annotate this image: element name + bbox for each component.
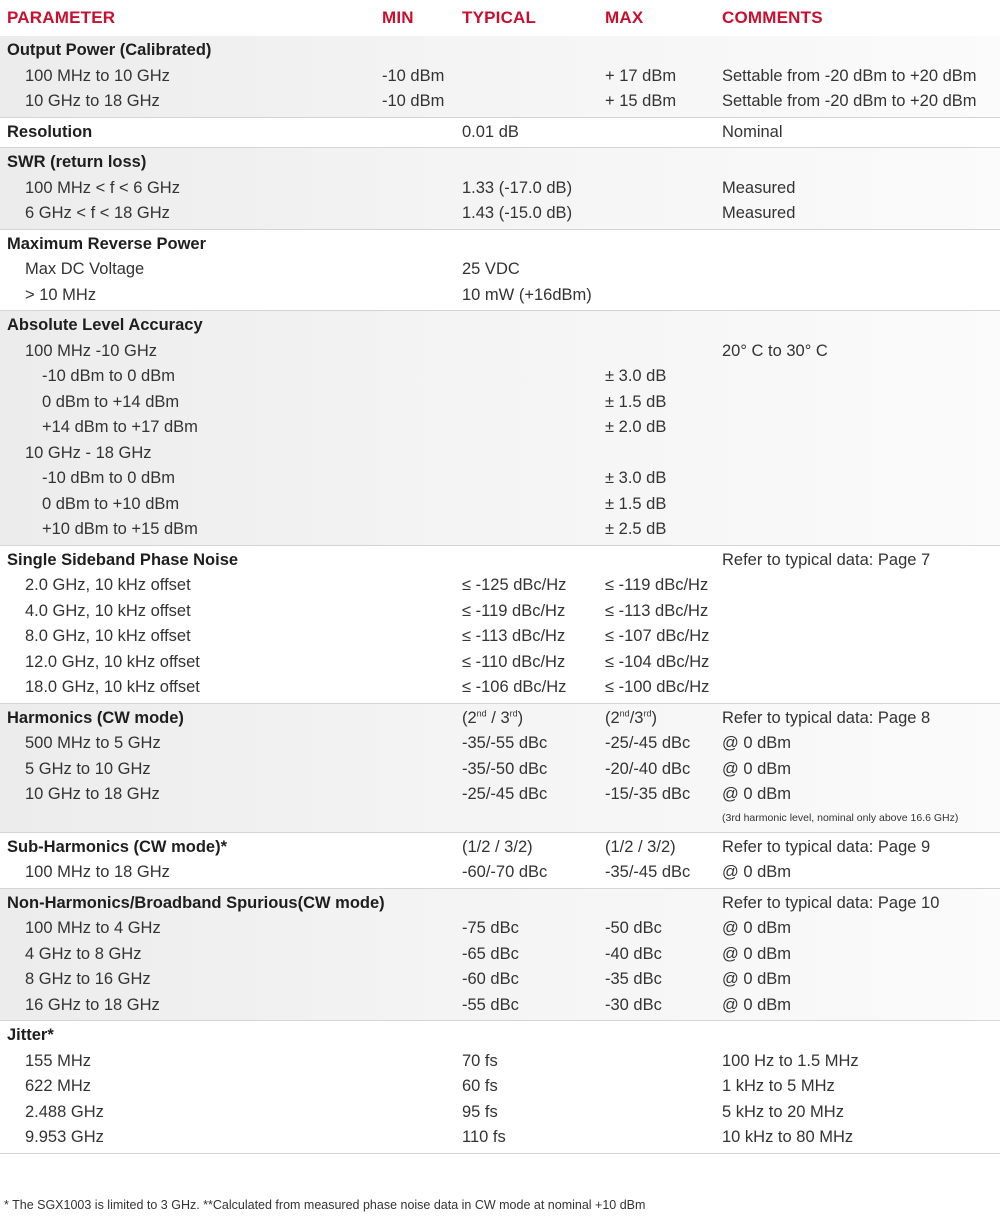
typical-cell: 25 VDC bbox=[462, 260, 520, 278]
table-header bbox=[0, 0, 1000, 38]
table-row bbox=[0, 942, 1000, 968]
comment-cell: Refer to typical data: Page 10 bbox=[722, 893, 940, 912]
harmonic-order-text: rd bbox=[509, 708, 518, 718]
table-row bbox=[0, 517, 1000, 543]
param-cell: +10 dBm to +15 dBm bbox=[42, 520, 198, 538]
param-cell: +14 dBm to +17 dBm bbox=[42, 418, 198, 436]
section-title-row bbox=[0, 120, 1000, 146]
comment-cell: Nominal bbox=[722, 122, 783, 141]
param-cell: Single Sideband Phase Noise bbox=[7, 550, 239, 569]
typical-cell: ≤ -119 dBc/Hz bbox=[462, 601, 566, 620]
max-cell: ≤ -104 dBc/Hz bbox=[605, 652, 710, 671]
header-parameter: PARAMETER bbox=[7, 8, 116, 27]
max-cell: ± 1.5 dB bbox=[605, 392, 667, 411]
param-cell: 9.953 GHz bbox=[25, 1128, 104, 1146]
harmonic-order-text: (2 bbox=[462, 708, 477, 727]
header-typical: TYPICAL bbox=[462, 8, 537, 27]
harmonic-order-text: ) bbox=[517, 708, 524, 727]
param-cell: 4.0 GHz, 10 kHz offset bbox=[25, 601, 191, 620]
param-cell: 10 GHz to 18 GHz bbox=[25, 92, 160, 110]
section-title-row bbox=[0, 835, 1000, 861]
table-row bbox=[0, 1125, 1000, 1151]
typical-cell: 110 fs bbox=[462, 1128, 506, 1146]
param-cell: 8 GHz to 16 GHz bbox=[25, 970, 151, 988]
param-cell: 5 GHz to 10 GHz bbox=[25, 759, 151, 778]
comment-cell: Settable from -20 dBm to +20 dBm bbox=[722, 92, 977, 110]
harmonic-order-text: nd bbox=[619, 708, 630, 718]
comment-cell: Settable from -20 dBm to +20 dBm bbox=[722, 66, 977, 85]
spec-table bbox=[0, 36, 1000, 1154]
table-row bbox=[0, 860, 1000, 886]
table-row bbox=[0, 675, 1000, 701]
header-max: MAX bbox=[605, 8, 644, 27]
typical-cell: ≤ -106 dBc/Hz bbox=[462, 678, 567, 696]
param-cell: 8.0 GHz, 10 kHz offset bbox=[25, 627, 191, 645]
table-row bbox=[0, 364, 1000, 390]
comment-cell: @ 0 dBm bbox=[722, 759, 792, 778]
comment-cell: @ 0 dBm bbox=[722, 995, 792, 1014]
max-cell: -25/-45 dBc bbox=[605, 734, 691, 752]
table-row bbox=[0, 573, 1000, 599]
max-cell: ± 1.5 dB bbox=[605, 494, 667, 513]
typical-cell: 10 mW (+16dBm) bbox=[462, 285, 592, 304]
param-cell: 16 GHz to 18 GHz bbox=[25, 995, 160, 1014]
comment-cell: @ 0 dBm bbox=[722, 944, 792, 963]
max-cell: -35/-45 dBc bbox=[605, 863, 691, 881]
typical-cell: ≤ -110 dBc/Hz bbox=[462, 652, 566, 671]
table-row bbox=[0, 993, 1000, 1019]
param-cell: 2.488 GHz bbox=[25, 1102, 104, 1121]
param-cell: > 10 MHz bbox=[25, 285, 97, 304]
max-cell: -50 dBc bbox=[605, 919, 662, 937]
param-cell: 500 MHz to 5 GHz bbox=[25, 734, 161, 752]
table-row bbox=[0, 782, 1000, 808]
typical-cell: 70 fs bbox=[462, 1051, 498, 1070]
param-cell: 2.0 GHz, 10 kHz offset bbox=[25, 576, 191, 594]
spec-section bbox=[0, 148, 1000, 230]
table-row bbox=[0, 650, 1000, 676]
table-row bbox=[0, 1100, 1000, 1126]
table-row bbox=[0, 201, 1000, 227]
typical-cell bbox=[462, 706, 523, 732]
comment-cell: @ 0 dBm bbox=[722, 970, 792, 988]
typical-cell: -25/-45 dBc bbox=[462, 785, 548, 803]
table-row bbox=[0, 599, 1000, 625]
typical-cell: -35/-55 dBc bbox=[462, 734, 548, 752]
typical-cell: -35/-50 dBc bbox=[462, 759, 548, 778]
table-row bbox=[0, 176, 1000, 202]
table-row bbox=[0, 1049, 1000, 1075]
comment-cell: @ 0 dBm bbox=[722, 785, 792, 803]
param-cell: Maximum Reverse Power bbox=[7, 234, 207, 253]
table-row bbox=[0, 89, 1000, 115]
max-cell: -20/-40 dBc bbox=[605, 759, 691, 778]
max-cell: -30 dBc bbox=[605, 995, 662, 1014]
max-cell: -15/-35 dBc bbox=[605, 785, 691, 803]
table-row bbox=[0, 1074, 1000, 1100]
param-cell: Max DC Voltage bbox=[25, 260, 145, 278]
comment-cell: Refer to typical data: Page 9 bbox=[722, 837, 931, 856]
spec-section bbox=[0, 889, 1000, 1022]
typical-cell: (1/2 / 3/2) bbox=[462, 837, 533, 856]
max-cell: ≤ -113 dBc/Hz bbox=[605, 601, 709, 620]
table-row bbox=[0, 492, 1000, 518]
param-cell: 100 MHz -10 GHz bbox=[25, 341, 158, 360]
param-cell: 18.0 GHz, 10 kHz offset bbox=[25, 678, 200, 696]
harmonic-order-text: nd bbox=[476, 708, 487, 718]
param-cell: Resolution bbox=[7, 122, 93, 141]
comment-cell: 10 kHz to 80 MHz bbox=[722, 1128, 854, 1146]
table-row bbox=[0, 283, 1000, 309]
section-title-row bbox=[0, 232, 1000, 258]
typical-cell: -55 dBc bbox=[462, 995, 519, 1014]
table-row bbox=[0, 808, 1000, 830]
comment-cell: Measured bbox=[722, 178, 796, 197]
max-cell: + 15 dBm bbox=[605, 92, 677, 110]
spec-section bbox=[0, 118, 1000, 149]
harmonic-order-text: rd bbox=[643, 708, 652, 718]
comment-cell: 20° C to 30° C bbox=[722, 341, 828, 360]
min-cell: -10 dBm bbox=[382, 92, 445, 110]
param-cell: Output Power (Calibrated) bbox=[7, 41, 212, 59]
max-cell: ≤ -119 dBc/Hz bbox=[605, 576, 709, 594]
max-cell: ± 3.0 dB bbox=[605, 469, 667, 487]
typical-cell: -75 dBc bbox=[462, 919, 519, 937]
param-cell: SWR (return loss) bbox=[7, 153, 147, 171]
comment-cell: 1 kHz to 5 MHz bbox=[722, 1077, 835, 1095]
section-title-row bbox=[0, 706, 1000, 732]
typical-cell: ≤ -125 dBc/Hz bbox=[462, 576, 567, 594]
param-cell: 0 dBm to +10 dBm bbox=[42, 494, 180, 513]
section-title-row bbox=[0, 38, 1000, 64]
max-cell: (1/2 / 3/2) bbox=[605, 837, 676, 856]
typical-cell: 1.33 (-17.0 dB) bbox=[462, 178, 573, 197]
max-cell: -40 dBc bbox=[605, 944, 662, 963]
param-cell: 100 MHz to 18 GHz bbox=[25, 863, 170, 881]
header-min: MIN bbox=[382, 8, 414, 27]
table-row bbox=[0, 415, 1000, 441]
harmonic-order-text: /3 bbox=[629, 708, 644, 727]
param-cell: Jitter* bbox=[7, 1026, 54, 1044]
max-cell: + 17 dBm bbox=[605, 66, 677, 85]
param-cell: Absolute Level Accuracy bbox=[7, 316, 203, 334]
param-cell: Non-Harmonics/Broadband Spurious(CW mode) bbox=[7, 893, 385, 912]
table-row bbox=[0, 757, 1000, 783]
spec-section bbox=[0, 546, 1000, 704]
max-cell: -35 dBc bbox=[605, 970, 662, 988]
table-row bbox=[0, 466, 1000, 492]
spec-section bbox=[0, 833, 1000, 889]
comment-cell: Measured bbox=[722, 204, 796, 222]
param-cell: 6 GHz < f < 18 GHz bbox=[25, 204, 170, 222]
section-title-row bbox=[0, 313, 1000, 339]
section-title-row bbox=[0, 150, 1000, 176]
section-title-row bbox=[0, 1023, 1000, 1049]
table-row bbox=[0, 390, 1000, 416]
spec-section bbox=[0, 311, 1000, 546]
spec-section bbox=[0, 36, 1000, 118]
param-cell: 0 dBm to +14 dBm bbox=[42, 392, 180, 411]
comment-cell: @ 0 dBm bbox=[722, 919, 792, 937]
comment-cell: @ 0 dBm bbox=[722, 734, 792, 752]
table-row bbox=[0, 967, 1000, 993]
typical-cell: 1.43 (-15.0 dB) bbox=[462, 204, 573, 222]
param-cell: 4 GHz to 8 GHz bbox=[25, 944, 142, 963]
comment-cell: 5 kHz to 20 MHz bbox=[722, 1102, 844, 1121]
param-cell: 622 MHz bbox=[25, 1077, 92, 1095]
typical-cell: 0.01 dB bbox=[462, 122, 519, 141]
table-row bbox=[0, 64, 1000, 90]
max-cell: ± 2.0 dB bbox=[605, 418, 667, 436]
harmonic-order-text: (2 bbox=[605, 708, 620, 727]
max-cell bbox=[605, 706, 657, 732]
param-cell: 100 MHz < f < 6 GHz bbox=[25, 178, 180, 197]
param-cell: 100 MHz to 4 GHz bbox=[25, 919, 161, 937]
comment-cell: @ 0 dBm bbox=[722, 863, 792, 881]
spec-section bbox=[0, 1021, 1000, 1154]
table-row bbox=[0, 441, 1000, 467]
min-cell: -10 dBm bbox=[382, 66, 445, 85]
spec-section bbox=[0, 704, 1000, 833]
max-cell: ± 3.0 dB bbox=[605, 367, 667, 385]
typical-cell: -65 dBc bbox=[462, 944, 519, 963]
typical-cell: 60 fs bbox=[462, 1077, 498, 1095]
comment-cell: 100 Hz to 1.5 MHz bbox=[722, 1051, 859, 1070]
table-row bbox=[0, 916, 1000, 942]
spec-section bbox=[0, 230, 1000, 312]
section-title-row bbox=[0, 891, 1000, 917]
param-cell: 155 MHz bbox=[25, 1051, 92, 1070]
param-cell: 10 GHz - 18 GHz bbox=[25, 443, 152, 462]
param-cell: -10 dBm to 0 dBm bbox=[42, 469, 175, 487]
typical-cell: 95 fs bbox=[462, 1102, 498, 1121]
param-cell: 10 GHz to 18 GHz bbox=[25, 785, 160, 803]
param-cell: -10 dBm to 0 dBm bbox=[42, 367, 175, 385]
footnote: * The SGX1003 is limited to 3 GHz. **Calculated from measured phase noise data in CW mode at nominal +10 dBm bbox=[4, 1198, 646, 1212]
table-row bbox=[0, 731, 1000, 757]
max-cell: ≤ -100 dBc/Hz bbox=[605, 678, 710, 696]
max-cell: ± 2.5 dB bbox=[605, 520, 667, 538]
param-cell: 12.0 GHz, 10 kHz offset bbox=[25, 652, 200, 671]
section-title-row bbox=[0, 548, 1000, 574]
max-cell: ≤ -107 dBc/Hz bbox=[605, 627, 710, 645]
param-cell: Harmonics (CW mode) bbox=[7, 708, 184, 727]
typical-cell: ≤ -113 dBc/Hz bbox=[462, 627, 566, 645]
comment-cell: Refer to typical data: Page 8 bbox=[722, 708, 931, 727]
param-cell: 100 MHz to 10 GHz bbox=[25, 66, 170, 85]
header-comments: COMMENTS bbox=[722, 8, 823, 27]
table-row bbox=[0, 339, 1000, 365]
table-row bbox=[0, 257, 1000, 283]
param-cell: Sub-Harmonics (CW mode)* bbox=[7, 837, 228, 856]
typical-cell: -60 dBc bbox=[462, 970, 519, 988]
typical-cell: -60/-70 dBc bbox=[462, 863, 548, 881]
comment-cell: Refer to typical data: Page 7 bbox=[722, 550, 931, 569]
harmonic-order-text: / 3 bbox=[486, 708, 510, 727]
table-row bbox=[0, 624, 1000, 650]
comment-cell: (3rd harmonic level, nominal only above 16.6 GHz) bbox=[722, 811, 959, 824]
harmonic-order-text: ) bbox=[651, 708, 657, 727]
